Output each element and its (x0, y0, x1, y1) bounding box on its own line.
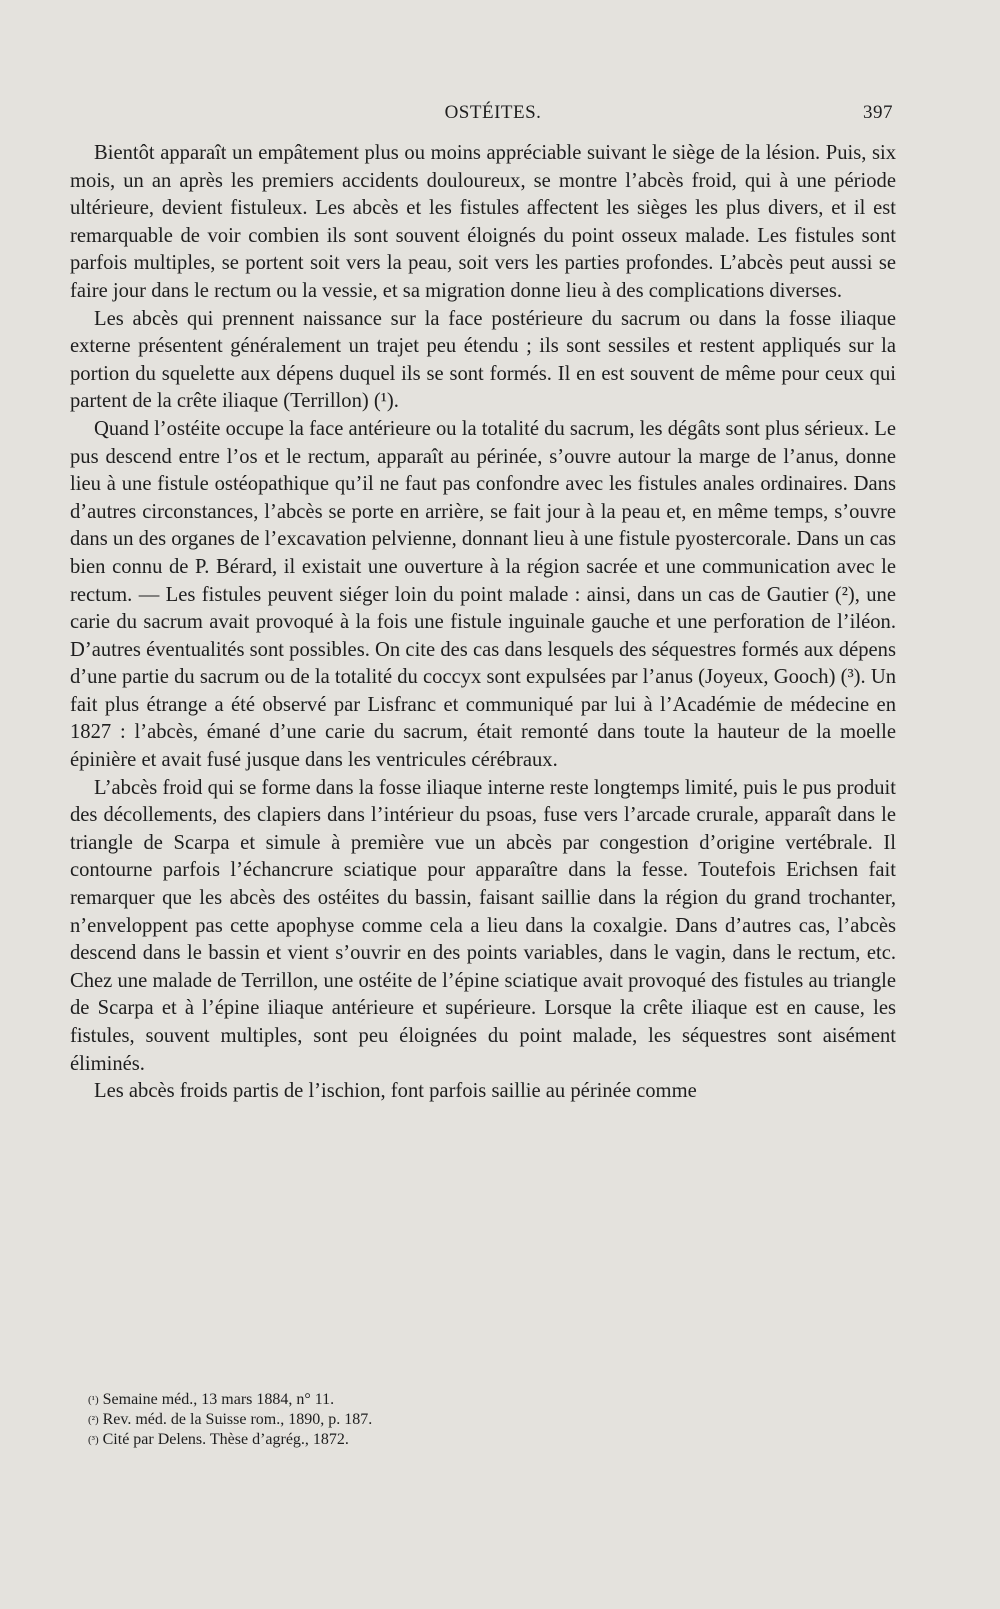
body-text (70, 140, 896, 1106)
footnote-text: Semaine méd., 13 mars 1884, n° 11. (102, 1391, 335, 1408)
footnote (88, 1410, 878, 1430)
footnote-mark: (¹) (88, 1394, 99, 1406)
paragraph: Quand l’ostéite occupe la face antérieure ou la totalité du sacrum, les dégâts sont plus sérieux. Le pus descend entre l’os et le rectum, apparaît au périnée, s’ouvre autour la marge de l’anus, donne lieu à une fistule ostéopathique qu’il ne faut pas confondre avec les fistules anales ordinaires. Dans d’autres circonstances, l’abcès se porte en arrière, se fait jour à la peau et, en même temps, s’ouvre dans un des organes de l’excavation pelvienne, donnant lieu à une fistule pyostercorale. Dans un cas bien connu de P. Bérard, il existait une ouverture à la région sacrée et une communication avec le rectum. — Les fistules peuvent siéger loin du point malade : ainsi, dans un cas de Gautier (²), une carie du sacrum avait provoqué à la fois une fistule inguinale gauche et une perforation de l’iléon. D’autres éventualités sont possibles. On cite des cas dans lesquels des séquestres formés aux dépens d’une partie du sacrum ou de la totalité du coccyx sont expulsées par l’anus (Joyeux, Gooch) (³). Un fait plus étrange a été observé par Lisfranc et communiqué par lui à l’Académie de médecine en 1827 : l’abcès, émané d’une carie du sacrum, était remonté dans toute la hauteur de la moelle épinière et avait fusé jusque dans les ventricules cérébraux. (70, 417, 896, 772)
footnote (88, 1430, 878, 1450)
paragraph: Bientôt apparaît un empâtement plus ou moins appréciable suivant le siège de la lésion. Puis, six mois, un an après les premiers accidents douloureux, se montre l’abcès froid, qui à une période ultérieure, devient fistuleux. Les abcès et les fistules affectent les sièges les plus divers, et il est remarquable de voir combien ils sont souvent éloignés du point osseux malade. Les fistules sont parfois multiples, se portent soit vers la peau, soit vers les parties profondes. L’abcès peut aussi se faire jour dans le rectum ou la vessie, et sa migration donne lieu à des complications diverses. (70, 142, 896, 302)
paragraph: Les abcès froids partis de l’ischion, font parfois saillie au périnée comme (94, 1080, 697, 1103)
page-number: 397 (863, 102, 893, 123)
footnote-mark: (²) (88, 1414, 99, 1426)
footnote-mark: (³) (88, 1434, 99, 1446)
paragraph: Les abcès qui prennent naissance sur la face postérieure du sacrum ou dans la fosse iliaque externe présentent généralement un trajet peu étendu ; ils sont sessiles et restent appliqués sur la portion du squelette aux dépens duquel ils se sont formés. Il en est souvent de même pour ceux qui partent de la crête iliaque (Terrillon) (¹). (70, 307, 896, 413)
page-header (93, 102, 893, 130)
running-title: OSTÉITES. (444, 102, 542, 123)
footnotes (88, 1390, 878, 1450)
paragraph: L’abcès froid qui se forme dans la fosse iliaque interne reste longtemps limité, puis le pus produit des décollements, des clapiers dans l’intérieur du psoas, fuse vers l’arcade crurale, apparaît dans le triangle de Scarpa et simule à première vue un abcès par congestion d’origine vertébrale. Il contourne parfois l’échancrure sciatique pour apparaître dans la fesse. Toutefois Erichsen fait remarquer que les abcès des ostéites du bassin, faisant saillie dans la région du grand trochanter, n’enveloppent pas cette apophyse comme cela a lieu dans la coxalgie. Dans d’autres cas, l’abcès descend dans le bassin et vient s’ouvrir en des points variables, dans le vagin, dans le rectum, etc. Chez une malade de Terrillon, une ostéite de l’épine sciatique avait provoqué des fistules au triangle de Scarpa et à l’épine iliaque antérieure et supérieure. Lorsque la crête iliaque est en cause, les fistules, souvent multiples, sont peu éloignées du point malade, les séquestres sont aisément éliminés. (70, 776, 896, 1075)
footnote-text: Rev. méd. de la Suisse rom., 1890, p. 187. (102, 1411, 373, 1428)
footnote-text: Cité par Delens. Thèse d’agrég., 1872. (102, 1431, 349, 1448)
footnote (88, 1390, 878, 1410)
